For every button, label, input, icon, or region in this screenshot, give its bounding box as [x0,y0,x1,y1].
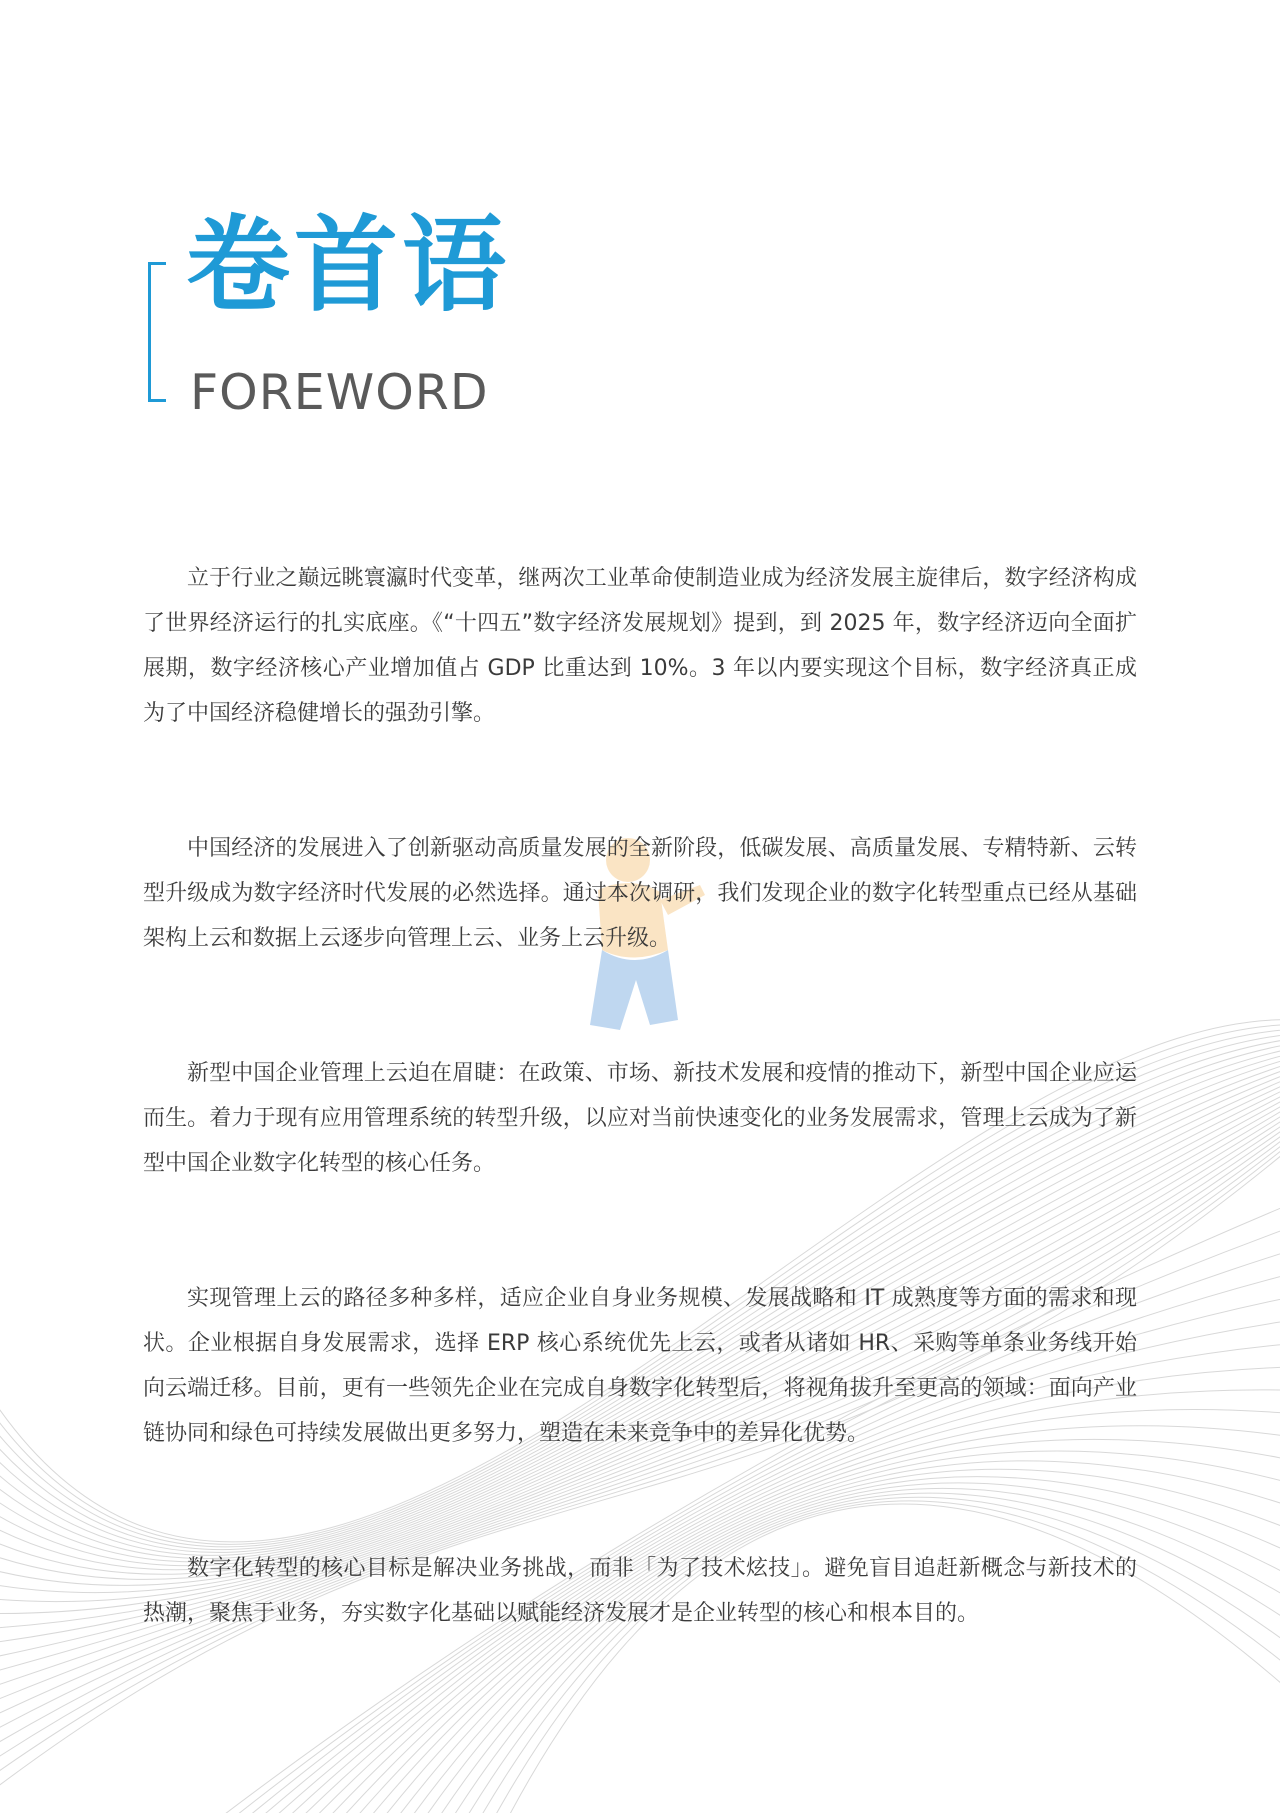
title-bracket [148,262,166,402]
paragraph: 立于行业之巅远眺寰瀛时代变革，继两次工业革命使制造业成为经济发展主旋律后，数字经济构成了世界经济运行的扎实底座。《“十四五”数字经济发展规划》提到，到 2025 年，数字经济迈向全面扩展期，数字经济核心产业增加值占 GDP 比重达到 10%。3 年以内要实现这个目标，数字经济真正成为了中国经济稳健增长的强劲引擎。 [143,566,1137,726]
page-title: 卷首语 [186,204,511,326]
paragraph: 新型中国企业管理上云迫在眉睫：在政策、市场、新技术发展和疫情的推动下，新型中国企业应运而生。着力于现有应用管理系统的转型升级，以应对当前快速变化的业务发展需求，管理上云成为了新型中国企业数字化转型的核心任务。 [143,1061,1137,1176]
page-subtitle: FOREWORD [190,364,489,421]
paragraph: 中国经济的发展进入了创新驱动高质量发展的全新阶段，低碳发展、高质量发展、专精特新、云转型升级成为数字经济时代发展的必然选择。通过本次调研，我们发现企业的数字化转型重点已经从基础架构上云和数据上云逐步向管理上云、业务上云升级。 [143,836,1137,951]
paragraph: 实现管理上云的路径多种多样，适应企业自身业务规模、发展战略和 IT 成熟度等方面的需求和现状。企业根据自身发展需求，选择 ERP 核心系统优先上云，或者从诸如 HR、采购等单条业务线开始向云端迁移。目前，更有一些领先企业在完成自身数字化转型后，将视角拔升至更高的领域：面向产业链协同和绿色可持续发展做出更多努力，塑造在未来竞争中的差异化优势。 [143,1286,1137,1446]
paragraph: 数字化转型的核心目标是解决业务挑战，而非「为了技术炫技」。避免盲目追赶新概念与新技术的热潮，聚焦于业务，夯实数字化基础以赋能经济发展才是企业转型的核心和根本目的。 [143,1556,1137,1626]
foreword-body [143,556,1137,1636]
